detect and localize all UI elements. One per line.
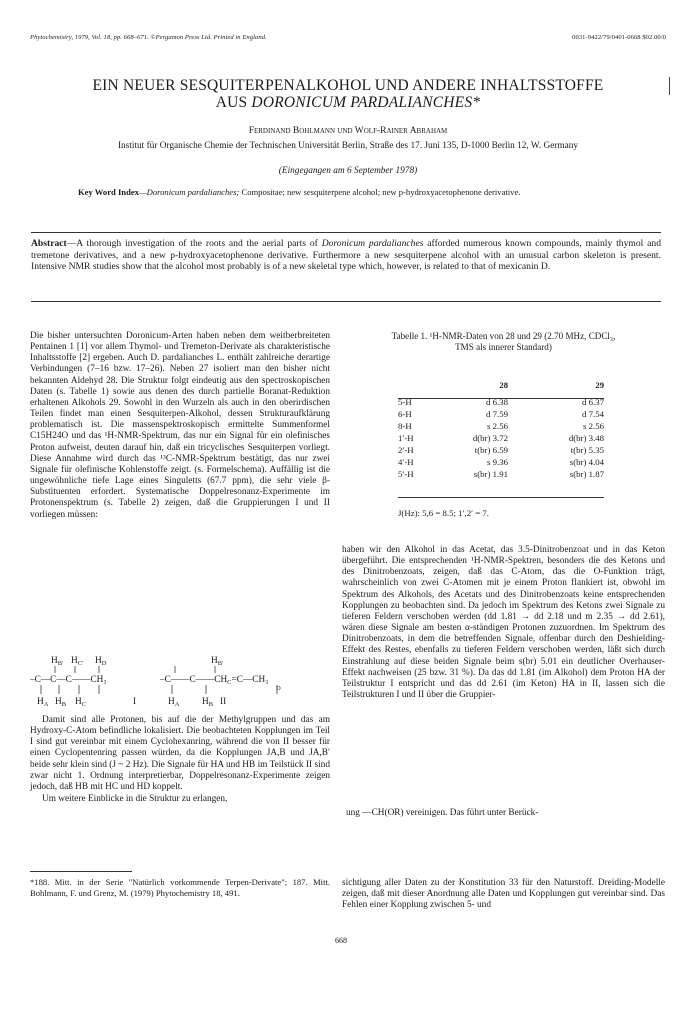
struct-bot4: $H_A$ [168, 697, 180, 708]
institution: Institut für Organische Chemie der Technischen Universität Berlin, Straße des 17. Juni 135, D-1000 Berlin 12, W. Germany [117, 141, 579, 151]
table-row [398, 420, 604, 432]
left-p2-text: Damit sind alle Protonen, bis auf die der Methylgruppen und das am Hydroxy-C-Atom befindliche lokalisiert. Die beobachteten Kopplungen im Teil I sind gut vereinbar mit einem Cyclohexanring, während die von II besser für einen Cyclopentenring passen würden, da die Kopplungen JA,B und JA,B′ beide sehr klein sind (J ~ 2 Hz). Die Signale für HA und HB im Teilstück II sind zwar nicht 1. Ordnung interpretierbar, Doppelresonanz-Experimente zeigen jedoch, daß HB mit HC und HD koppelt. [30, 715, 330, 792]
table-cell: d(br) 3.48 [568, 433, 604, 443]
table-row [398, 456, 604, 468]
table-cell: 2′-H [398, 445, 414, 455]
table-cell: s 9.36 [486, 457, 508, 467]
right-column-p2: sichtigung aller Daten zu der Konstitution 33 für den Naturstoff. Dreiding-Modelle zeigen, daß mit dieser Anordnung alle Daten und Kopplungen gut vereinbar sind. Das Fehlen einer Kopplung zwischen 5- und [342, 878, 665, 911]
table-cell: 5-H [398, 397, 412, 407]
keywords-text: Compositae; new sesquiterpene alcohol; new p-hydroxyacetophenone derivative. [239, 187, 521, 197]
journal-citation: Phytochemistry, 1979, Vol. 18, pp. 668–671. ©Pergamon Press Ltd. Printed in England. [30, 34, 267, 41]
table-row [398, 468, 604, 480]
structure-formula [30, 652, 330, 710]
table-cell: t(br) 6.59 [474, 445, 508, 455]
left-column-p1: Die bisher untersuchten Doronicum-Arten haben neben dem weitberbreiteten Pentainen 1 [1] vor allem Thymol- und Tremeton-Derivate als charakteristische Inhaltsstoffe [2] ergeben. Auch D. pardalianches L. enthält zahlreiche derartige Verbindungen (7–16 bzw. 17–26). Neben 27 isoliert man den bisher nicht bekannten Aldehyd 28. Die Struktur folgt eindeutig aus den spectroskopischen Daten (s. Tabelle 1) sowie aus denen des durch partielle Boranat-Reduktion erhaltenen Alkohols 29. Sowohl in den Wurzeln als auch in den oberirdischen Teilen findet man einen Sesquiterpen-Alkohol, dessen Strukturaufklärung problematisch ist. Die massenspektroskopisch ermittelte Summenformel C15H24O und das ¹H-NMR-Spektrum, das nur ein Signal für ein olefinisches Proton aufweist, deuten darauf hin, daß ein tricyclisches Sesquiterpen vorliegt. Diese Annahme wird durch das ¹³C-NMR-Spektrum bestätigt, das nur zwei Signale für olefinische Kohlenstoffe zeigt. (s. Formelschema). Auffällig ist die ungewöhnliche tiefe Lage eines Singuletts (67.7 ppm), die sehr viele β-Substituenten erfordert. Systematische Doppelresonanz-Experimente im Protonenspektrum (s. Tabelle 2) zeigen, daß die Gruppierungen I und II vorliegen müssen: [30, 331, 330, 520]
struct-roman-1: I [133, 697, 137, 707]
struct-top4: $H_{B'}$ [211, 656, 224, 667]
table-cell: 4′-H [398, 457, 414, 467]
struct-bot2: $H_B$ [55, 697, 67, 708]
title-line-1: EIN NEUER SESQUITERPENALKOHOL UND ANDERE INHALTSSTOFFE [92, 77, 604, 94]
table-caption [342, 331, 665, 353]
struct-roman-2: II [220, 697, 227, 707]
struct-top2: $H_{C'}$ [71, 656, 84, 667]
table-bottom-rule [398, 497, 604, 498]
abstract-top-rule [31, 232, 661, 233]
table-row [398, 396, 604, 408]
struct-top3: $H_D$ [95, 656, 107, 667]
authors: Ferdinand Bohlmann und Wolf-Rainer Abraham [248, 126, 448, 136]
table-cell: s(br) 4.04 [569, 457, 604, 467]
struct-sup-d: D [276, 685, 281, 692]
abstract-label: Abstract [31, 238, 67, 249]
abstract-italic: Doronicum pardalianches [321, 238, 424, 249]
keywords-italic: —Doronicum pardalianches; [138, 187, 240, 197]
table-cell: 1′-H [398, 433, 414, 443]
right-column-p1: haben wir den Alkohol in das Acetat, das 3.5-Dinitrobenzoat und in das Keton übergeführt. Die entsprechenden ¹H-NMR-Spektren, besonders die des Ketons und des Dinitrobenzoats, zeigen, daß das C-Atom, das die O-Funktion trägt, wahrscheinlich von zwei C-Atomen mit je einem Proton flankiert ist, obwohl im Spektrum des Alkohols, des Acetats und des Dinitrobenzoats keine entsprechenden Kopplungen zu beobachten sind. Da jedoch im Spektrum des Ketons zwei Signale zu tieferen Feldern verschoben werden (dd 1.81 → dd 2.18 und m 2.35 → dd 2.61), wären diese Signale am besten α-ständigen Protonen zuzuordnen. Im Spektrum des Dinitrobenzoats, in dem die betreffenden Signale, offenbar durch den Deshielding-Effekt des Restes, ebenfalls zu tieferen Feldern verschoben werden, läßt sich durch Einstrahlung auf diese beiden Signale beim s(br) 5.01 ein deutlicher Overhauser-Effekt nachweisen (25 bzw. 31 %). Da das dd 1.81 (im Alkohol) dem Proton HA der Teilstruktur I entspricht und das dd 2.61 (im Keton) HA in II, lassen sich die Teilstrukturen I und II über die Gruppier- [342, 545, 665, 701]
margin-mark [669, 77, 670, 95]
table-caption-line2: TMS als innerer Standard) [455, 342, 552, 353]
abstract-text-a: —A thorough investigation of the roots and the aerial parts of [66, 238, 322, 249]
table-cell: t(br) 5.35 [570, 445, 604, 455]
struct-bot3: $H_C$ [75, 697, 87, 708]
keywords [78, 187, 638, 198]
table-cell: d 7.59 [486, 409, 508, 419]
table-cell: d 6.37 [582, 397, 604, 407]
struct-bot5: $H_B$ [202, 697, 214, 708]
nmr-table [398, 374, 604, 480]
table-cell: s(br) 1.91 [473, 469, 508, 479]
title-prefix: AUS [215, 94, 252, 111]
table-row [398, 432, 604, 444]
struct-bot1: $H_A$ [37, 697, 49, 708]
footnote: *188. Mitt. in der Serie "Natürlich vorkommende Terpen-Derivate"; 187. Mitt. Bohlmann, F. und Grenz, M. (1979) Phytochemistry 18, 491. [30, 877, 330, 898]
abstract [31, 238, 661, 273]
title-line-2 [20, 94, 676, 111]
table-cell: s(br) 1.87 [569, 469, 604, 479]
table-row [398, 444, 604, 456]
table-footer: J(Hz): 5,6 = 8.5; 1′,2′ = 7. [398, 508, 489, 518]
struct-chain1: –C—C—C——CH₃ [30, 675, 107, 685]
article-code: 0031-9422/79/0401-0668 $02.00/0 [572, 34, 666, 41]
abstract-bottom-rule [31, 301, 661, 302]
right-column-continuation: ung —CH(OR) vereinigen. Das führt unter Berück- [346, 808, 539, 818]
struct-top1: $H_{B'}$ [51, 656, 64, 667]
received-date: (Eingegangen am 6 September 1978) [278, 166, 418, 176]
table-cell: d 7.54 [582, 409, 604, 419]
struct-chain2: $-C——C——CH_C=C—CH_3$ [160, 675, 269, 686]
table-cell: 6-H [398, 409, 412, 419]
table-cell: s 2.56 [582, 421, 604, 431]
left-p3-text: Um weitere Einblicke in die Struktur zu erlangen, [42, 794, 228, 805]
table-cell: d 6.38 [486, 397, 508, 407]
left-column-p2 [30, 715, 330, 805]
table-cell: 5′-H [398, 469, 414, 479]
page-number: 668 [335, 936, 347, 945]
article-title [20, 77, 676, 111]
keywords-label: Key Word Index [78, 187, 139, 197]
title-italic: DORONICUM PARDALIANCHES* [251, 94, 481, 111]
table-header-row [398, 374, 604, 396]
table-header-29: 29 [595, 380, 604, 390]
table-caption-line1: Tabelle 1. ¹H-NMR-Daten von 28 und 29 (2.70 MHz, CDCl₃, [391, 331, 616, 341]
abstract-text-b: afforded numerous known compounds, mainly thymol and tremetone derivatives, and a new p-hydroxyacetophenone derivative. Furthermore a new sesquiterpene alcohol with an unusual carbon skeleton is present. Intensive NMR studies show that the alcohol most probably is of a new skeletal type which, however, is related to that of mexicanin D. [31, 238, 661, 273]
footnote-rule [30, 871, 132, 872]
table-cell: d(br) 3.72 [472, 433, 508, 443]
table-header-28: 28 [499, 380, 508, 390]
table-row [398, 408, 604, 420]
table-cell: s 2.56 [486, 421, 508, 431]
table-cell: 8-H [398, 421, 412, 431]
